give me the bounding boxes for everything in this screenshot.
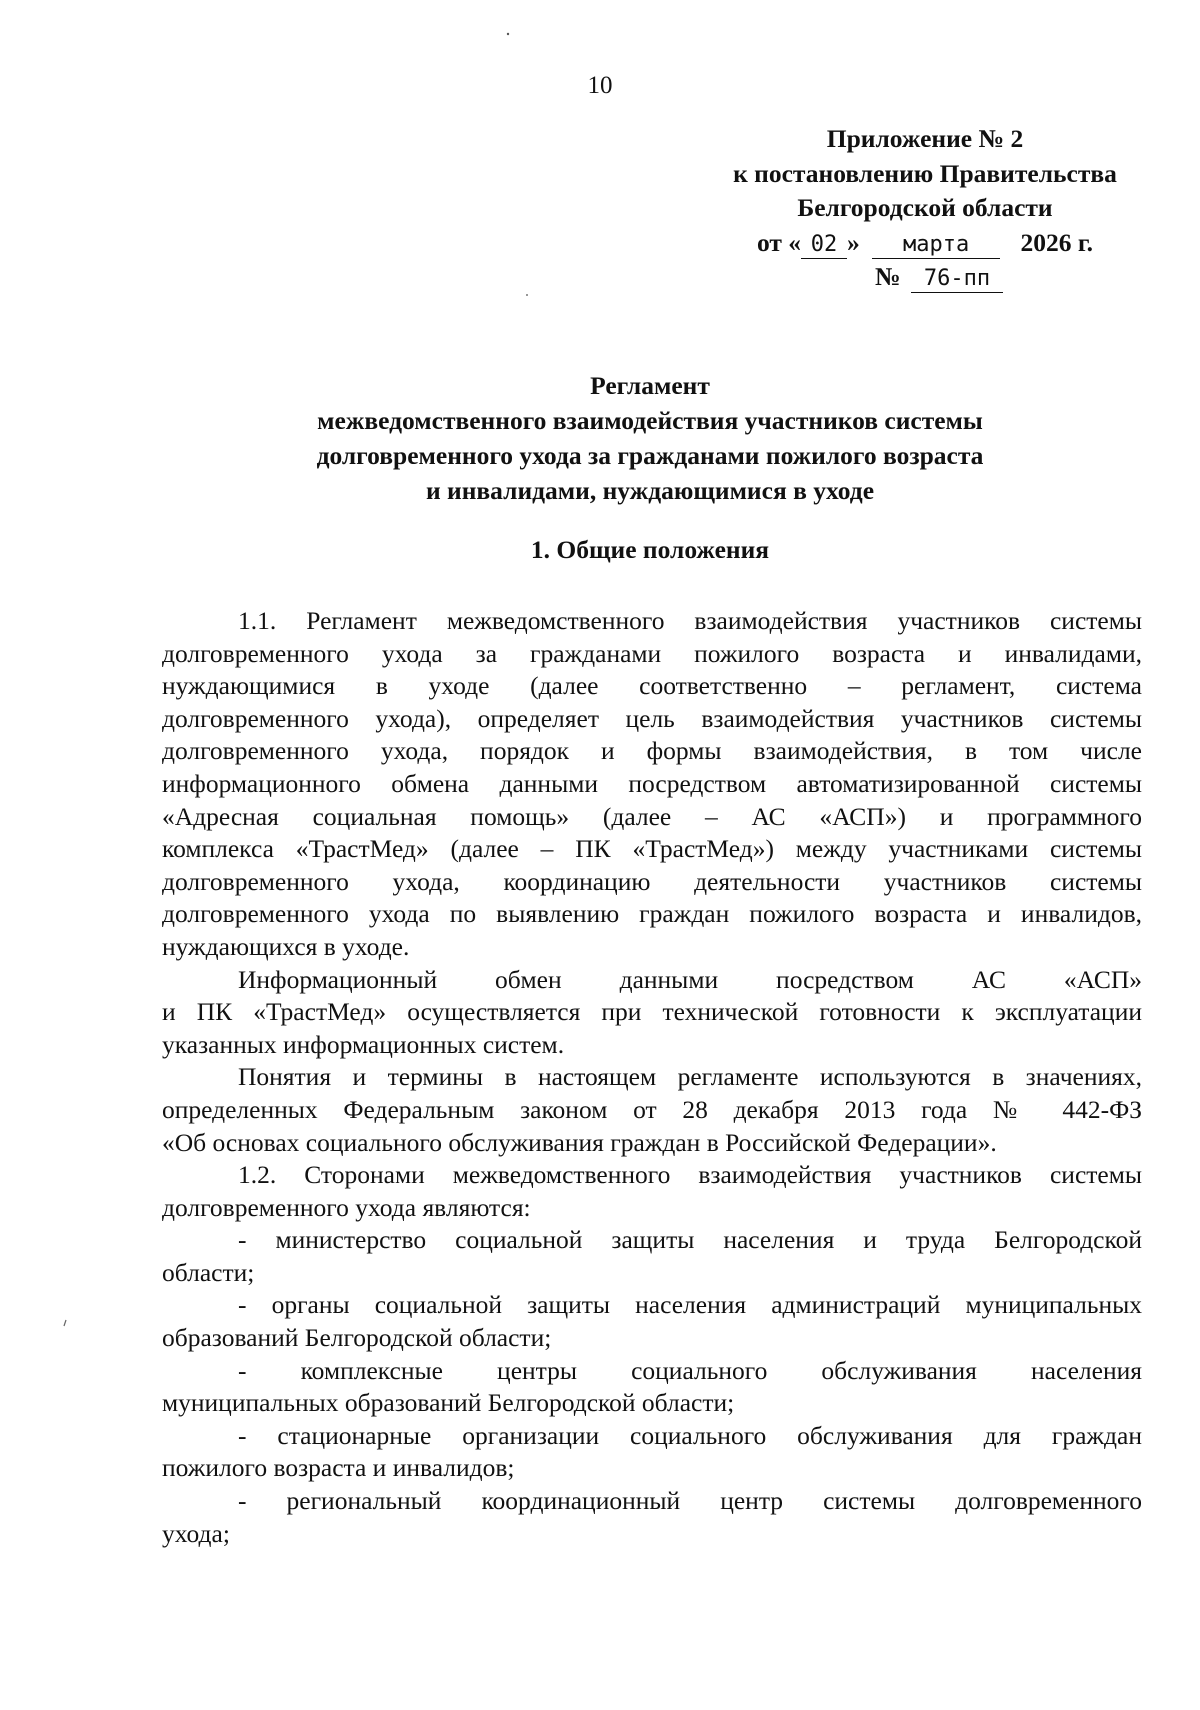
resolution-number: 76-пп bbox=[911, 266, 1003, 293]
paragraph-line: нуждающихся в уходе. bbox=[162, 931, 410, 961]
paragraph-line: 1.1. Регламент межведомственного взаимодействия участников системы bbox=[238, 606, 1142, 635]
number-prefix: № bbox=[875, 262, 901, 291]
date-month: марта bbox=[872, 232, 1000, 259]
paragraph-line: «Адресная социальная помощь» (далее – АС «АСП») и программного bbox=[162, 801, 1142, 831]
list-item-line: образований Белгородской области; bbox=[162, 1323, 552, 1353]
paragraph-line: Понятия и термины в настоящем регламенте используются в значениях, bbox=[238, 1062, 1142, 1092]
paragraph-line: долговременного ухода, координацию деятельности участников системы bbox=[162, 866, 1142, 896]
paragraph-line: 1.2. Сторонами межведомственного взаимодействия участников системы bbox=[238, 1160, 1142, 1190]
list-item-line: ухода; bbox=[162, 1518, 230, 1548]
list-item-line: - органы социальной защиты населения администраций муниципальных bbox=[238, 1290, 1142, 1320]
date-mid: » bbox=[847, 227, 860, 257]
paragraph-line: комплекса «ТрастМед» (далее – ПК «ТрастМед») между участниками системы bbox=[162, 834, 1142, 864]
paragraph-line: указанных информационных систем. bbox=[162, 1029, 565, 1059]
list-item-line: - стационарные организации социального обслуживания для граждан bbox=[238, 1420, 1142, 1450]
appendix-resolution: к постановлению Правительства bbox=[733, 158, 1117, 188]
paragraph-line: Информационный обмен данными посредством АС «АСП» bbox=[238, 964, 1142, 994]
paragraph-line: долговременного ухода, порядок и формы взаимодействия, в том числе bbox=[162, 736, 1142, 766]
paragraph-line: долговременного ухода по выявлению граждан пожилого возраста и инвалидов, bbox=[162, 899, 1142, 929]
paragraph-line: долговременного ухода являются: bbox=[162, 1192, 531, 1222]
paragraph-line: нуждающимися в уходе (далее соответственно – регламент, система bbox=[162, 671, 1142, 701]
title-line: и инвалидами, нуждающимися в уходе bbox=[425, 476, 875, 505]
date-prefix: от « bbox=[756, 227, 802, 257]
list-item-line: - комплексные центры социального обслуживания населения bbox=[238, 1355, 1142, 1385]
paragraph-line: информационного обмена данными посредством автоматизированной системы bbox=[162, 768, 1142, 798]
list-item-line: пожилого возраста и инвалидов; bbox=[162, 1453, 515, 1483]
paragraph-line: «Об основах социального обслуживания граждан в Российской Федерации». bbox=[162, 1127, 997, 1157]
page-number: 10 bbox=[587, 72, 613, 99]
list-item-line: муниципальных образований Белгородской области; bbox=[162, 1388, 735, 1418]
date-year: 2026 г. bbox=[1020, 227, 1094, 257]
title-line: межведомственного взаимодействия участников системы bbox=[317, 406, 983, 435]
paragraph-line: определенных Федеральным законом от 28 декабря 2013 года № 442-ФЗ bbox=[162, 1094, 1142, 1124]
appendix-region: Белгородской области bbox=[797, 193, 1053, 222]
list-item-line: - министерство социальной защиты населения и труда Белгородской bbox=[238, 1225, 1142, 1255]
list-item-line: - региональный координационный центр системы долговременного bbox=[238, 1486, 1142, 1516]
date-day: 02 bbox=[801, 232, 847, 259]
scan-speck bbox=[526, 294, 528, 296]
paragraph-line: долговременного ухода), определяет цель взаимодействия участников системы bbox=[162, 703, 1142, 733]
title-line: Регламент bbox=[590, 371, 710, 400]
paragraph-line: долговременного ухода за гражданами пожилого возраста и инвалидами, bbox=[162, 638, 1142, 668]
title-line: долговременного ухода за гражданами пожилого возраста bbox=[316, 441, 984, 470]
list-item-line: области; bbox=[162, 1257, 255, 1287]
paragraph-line: и ПК «ТрастМед» осуществляется при технической готовности к эксплуатации bbox=[162, 997, 1142, 1027]
scan-speck bbox=[64, 1320, 66, 1326]
scan-speck bbox=[507, 33, 509, 35]
appendix-title: Приложение № 2 bbox=[826, 124, 1024, 153]
section-heading: 1. Общие положения bbox=[530, 535, 770, 564]
